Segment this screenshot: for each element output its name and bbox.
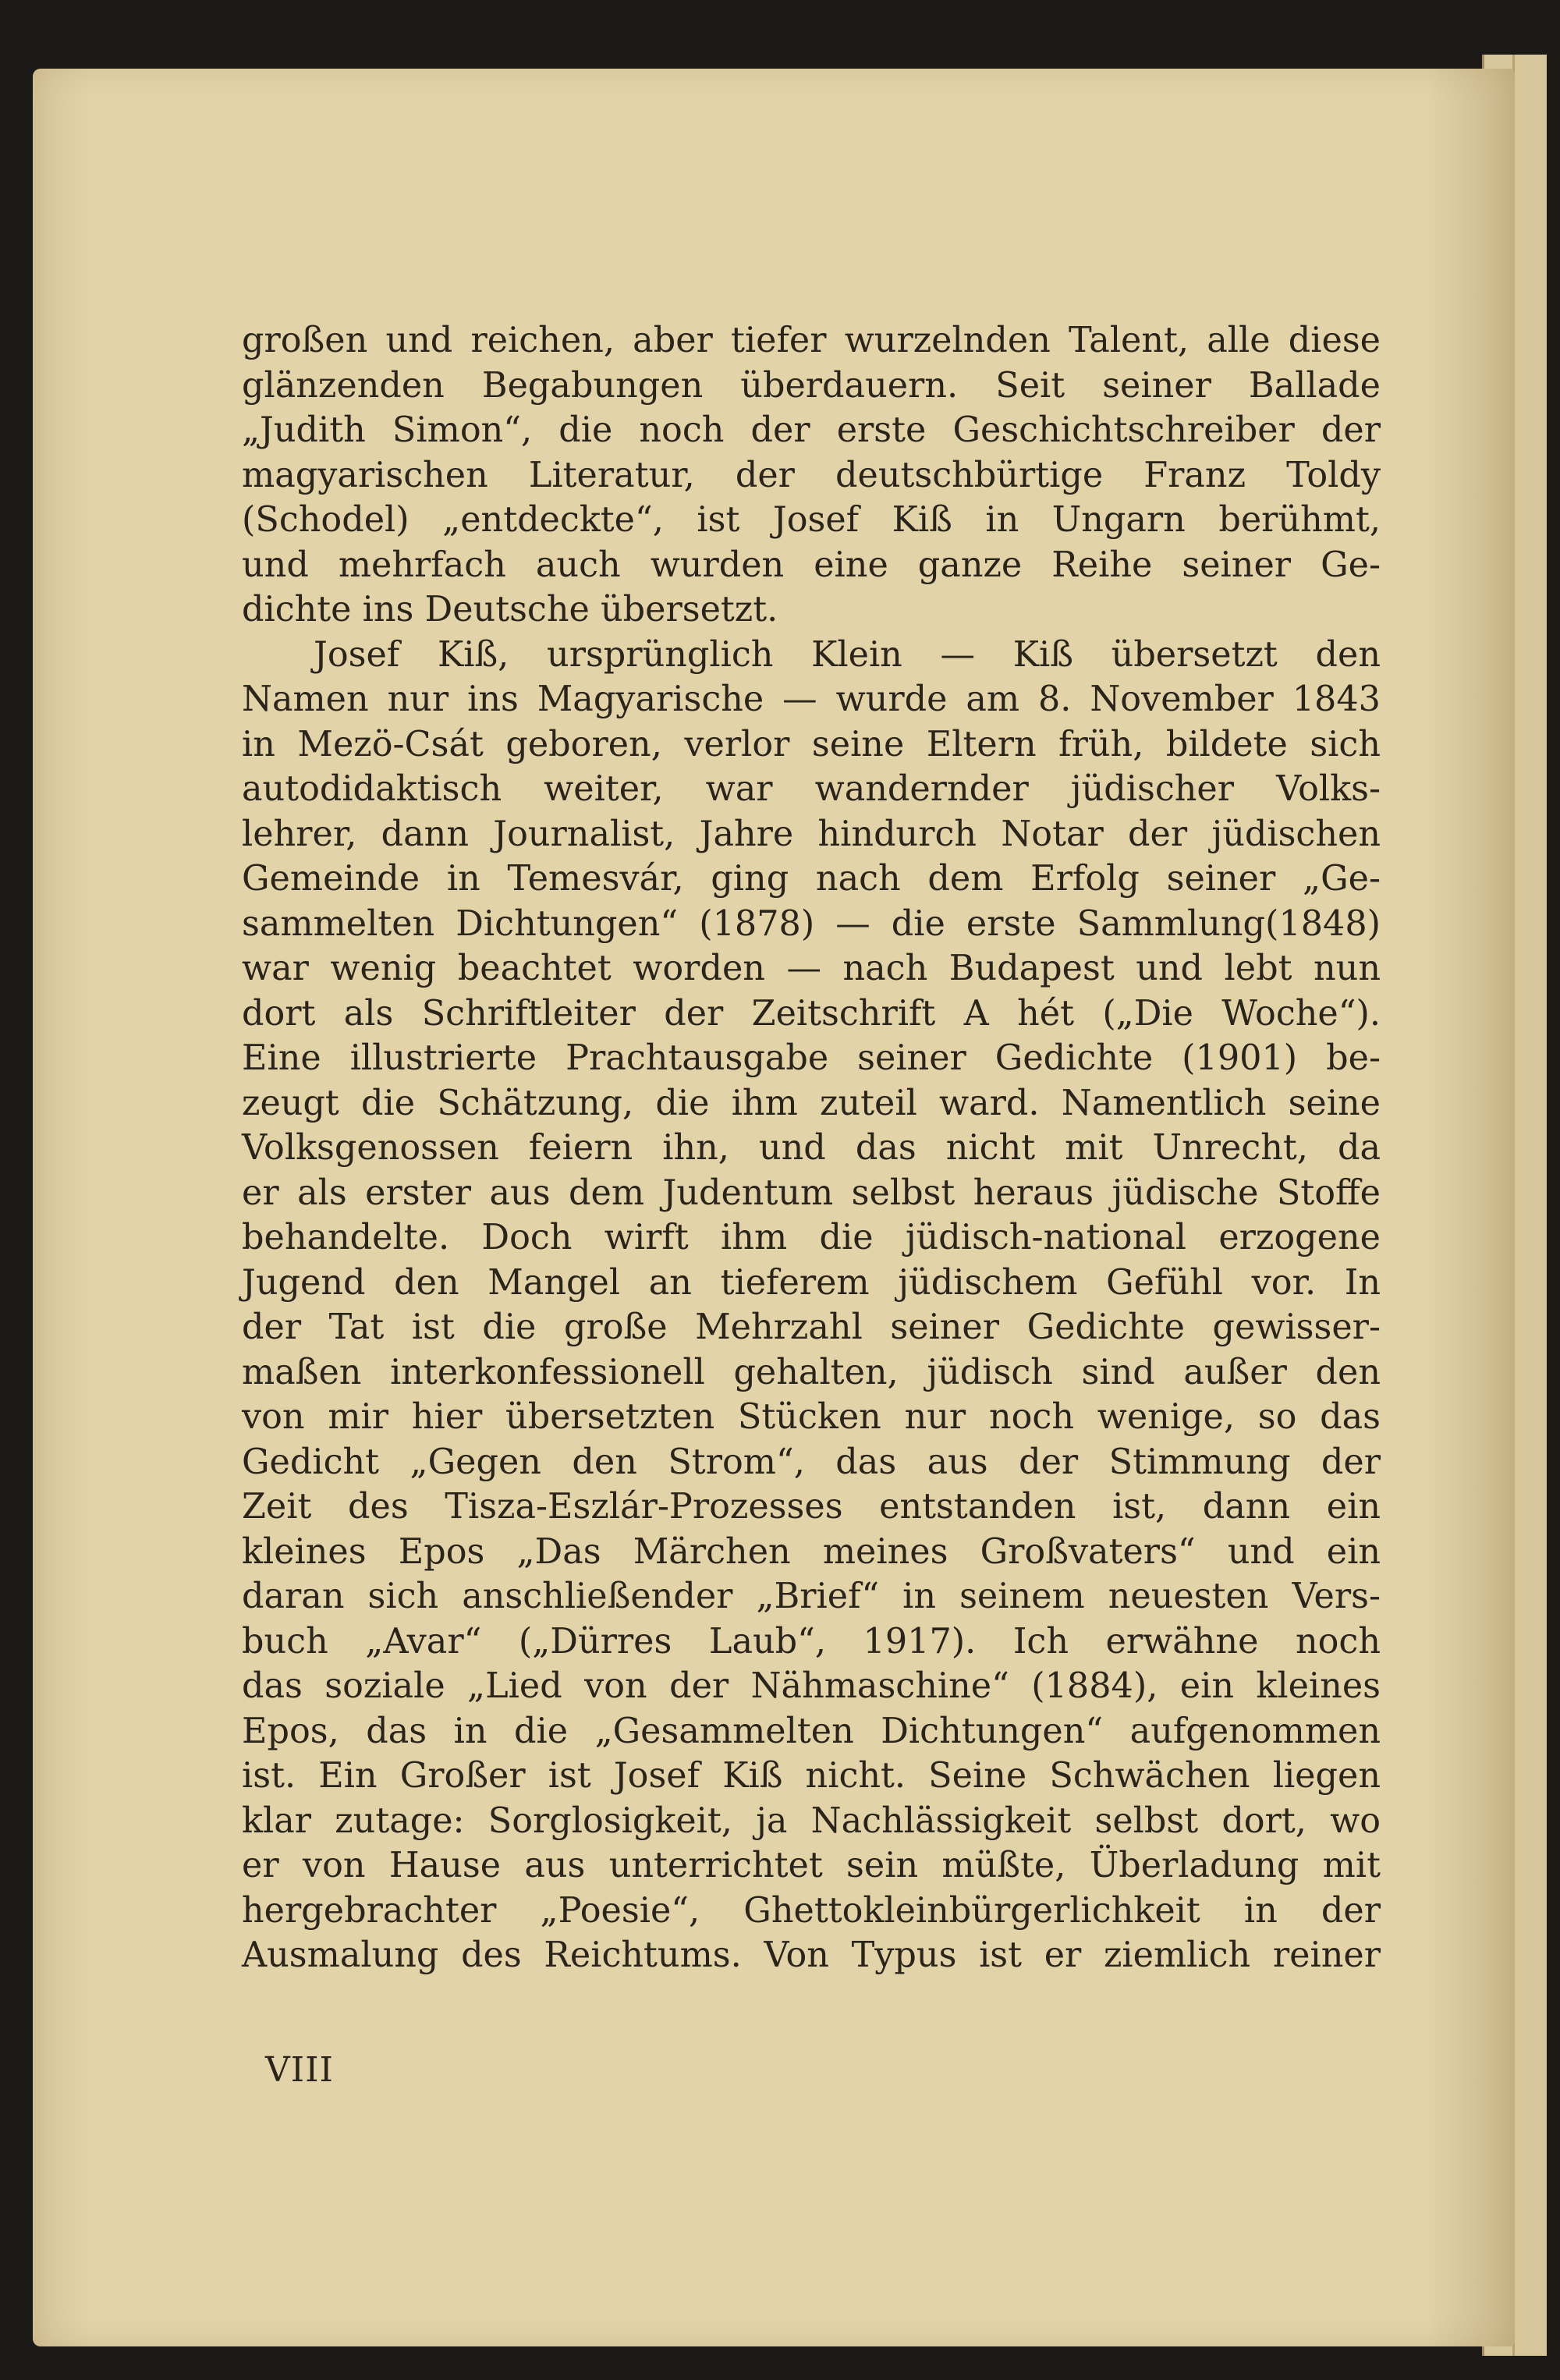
text-line: buch „Avar“ („Dürres Laub“, 1917). Ich erwähne noch: [242, 1621, 1381, 1662]
text-line: dichte ins Deutsche übersetzt.: [242, 590, 778, 630]
text-line: von mir hier übersetzten Stücken nur noch wenige, so das: [242, 1397, 1381, 1437]
text-line: Jugend den Mangel an tieferem jüdischem Gefühl vor. In: [242, 1262, 1381, 1303]
text-line: hergebrachter „Poesie“, Ghettokleinbürgerlichkeit in der: [242, 1890, 1381, 1931]
text-line: und mehrfach auch wurden eine ganze Reihe seiner Ge-: [242, 544, 1381, 585]
text-line: kleines Epos „Das Märchen meines Großvaters“ und ein: [242, 1531, 1381, 1572]
text-line: war wenig beachtet worden — nach Budapest und lebt nun: [242, 949, 1381, 988]
text-line: ist. Ein Großer ist Josef Kiß nicht. Seine Schwächen liegen: [242, 1756, 1381, 1796]
text-line: Volksgenossen feiern ihn, und das nicht mit Unrecht, da: [242, 1128, 1381, 1168]
text-line: maßen interkonfessionell gehalten, jüdisch sind außer den: [242, 1352, 1381, 1392]
paragraph-first-line: Josef Kiß, ursprünglich Klein — Kiß übersetzt den: [314, 634, 1381, 675]
text-line: das soziale „Lied von der Nähmaschine“ (1884), ein kleines: [242, 1666, 1381, 1706]
text-line: Namen nur ins Magyarische — wurde am 8. November 1843: [242, 679, 1381, 719]
text-line: (Schodel) „entdeckte“, ist Josef Kiß in Ungarn berühmt,: [242, 500, 1381, 540]
text-line: lehrer, dann Journalist, Jahre hindurch Notar der jüdischen: [242, 814, 1381, 854]
text-line: dort als Schriftleiter der Zeitschrift A hét („Die Woche“).: [242, 993, 1381, 1034]
text-line: er als erster aus dem Judentum selbst heraus jüdische Stoffe: [242, 1172, 1381, 1213]
text-line: daran sich anschließender „Brief“ in seinem neuesten Vers-: [242, 1577, 1381, 1616]
body-text: [242, 318, 1381, 1978]
page-number: VIII: [265, 2050, 334, 2090]
text-line: zeugt die Schätzung, die ihm zuteil ward. Namentlich seine: [242, 1083, 1381, 1123]
text-line: Gemeinde in Temesvár, ging nach dem Erfolg seiner „Ge-: [242, 859, 1381, 899]
text-line: glänzenden Begabungen überdauern. Seit seiner Ballade: [242, 365, 1381, 406]
text-line: magyarischen Literatur, der deutschbürtige Franz Toldy: [242, 455, 1381, 495]
text-line: Eine illustrierte Prachtausgabe seiner Gedichte (1901) be-: [242, 1038, 1381, 1078]
text-line: in Mezö-Csát geboren, verlor seine Eltern früh, bildete sich: [242, 724, 1381, 764]
text-line: sammelten Dichtungen“ (1878) — die erste Sammlung(1848): [242, 903, 1381, 944]
text-line: er von Hause aus unterrichtet sein müßte, Überladung mit: [242, 1846, 1381, 1885]
text-line: autodidaktisch weiter, war wandernder jüdischer Volks-: [242, 769, 1381, 809]
text-line: klar zutage: Sorglosigkeit, ja Nachlässigkeit selbst dort, wo: [242, 1800, 1381, 1841]
text-line: Ausmalung des Reichtums. Von Typus ist er ziemlich reiner: [242, 1935, 1381, 1975]
text-line: „Judith Simon“, die noch der erste Geschichtschreiber der: [242, 410, 1381, 450]
text-line: der Tat ist die große Mehrzahl seiner Gedichte gewisser-: [242, 1307, 1381, 1347]
text-line: behandelte. Doch wirft ihm die jüdisch-national erzogene: [242, 1218, 1381, 1257]
text-line: Zeit des Tisza-Eszlár-Prozesses entstanden ist, dann ein: [242, 1487, 1381, 1527]
text-line: großen und reichen, aber tiefer wurzelnden Talent, alle diese: [242, 321, 1381, 360]
text-line: Epos, das in die „Gesammelten Dichtungen“ aufgenommen: [242, 1711, 1381, 1751]
text-line: Gedicht „Gegen den Strom“, das aus der Stimmung der: [242, 1442, 1381, 1482]
